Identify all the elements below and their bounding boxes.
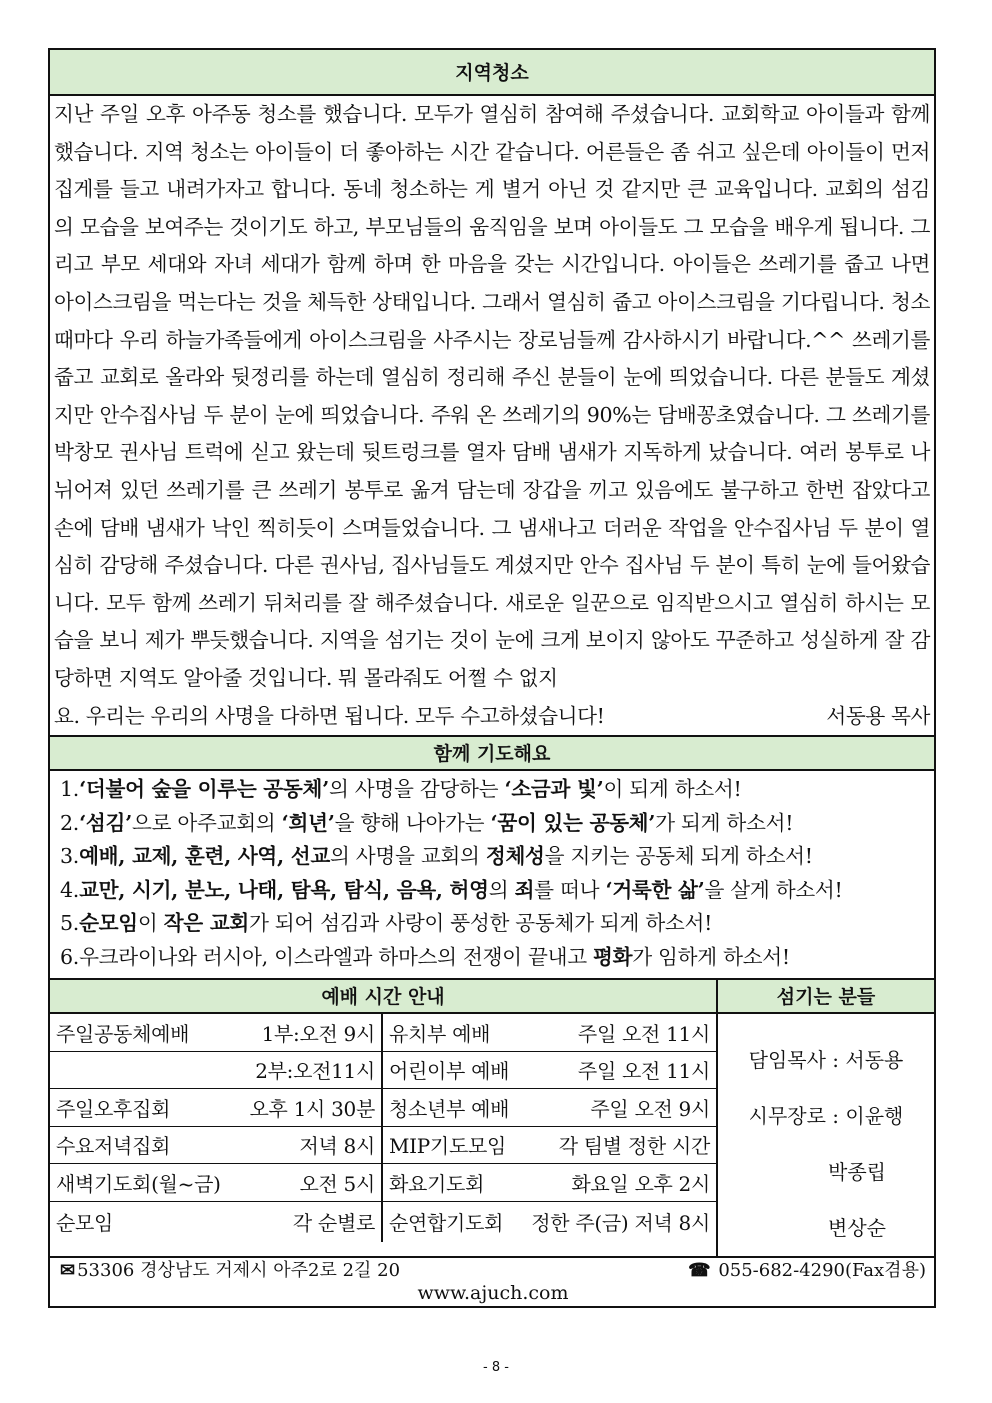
servants-list (718, 1014, 934, 1256)
prayer-text: 2. (60, 810, 80, 835)
worship-name: 청소년부 예배 (389, 1096, 510, 1121)
prayer-text: ‘소금과 빛’ (504, 777, 604, 802)
prayer-text: 의 사명을 교회의 (329, 844, 486, 869)
cleanup-article (50, 96, 934, 735)
address-text: 53306 경상남도 거제시 아주2로 2길 20 (77, 1260, 401, 1282)
worship-time: 각 순별로 (292, 1211, 375, 1236)
phone-icon: ☎ (688, 1260, 711, 1282)
worship-row (383, 1052, 716, 1090)
prayer-text: 가 되어 섬김과 사랑이 풍성한 공동체가 되게 하소서! (248, 911, 713, 936)
prayer-text: 이 되게 하소서! (603, 777, 742, 802)
prayer-text: 평화 (593, 944, 633, 969)
prayer-item (60, 874, 926, 908)
worship-grid (50, 1014, 716, 1242)
servant-line: 박종립 (828, 1160, 886, 1185)
worship-time: 주일 오전 11시 (577, 1059, 710, 1084)
prayer-text: 으로 아주교회의 (132, 810, 282, 835)
prayer-text: 예배, 교제, 훈련, 사역, 선교 (79, 844, 330, 869)
prayer-text: 을 살게 하소서! (704, 877, 843, 902)
mail-icon: ✉ (60, 1260, 76, 1282)
prayer-text: 교만, 시기, 분노, 나태, 탐욕, 탐식, 음욕, 허영 (79, 877, 489, 902)
article-signature: 서동용 목사 (826, 703, 930, 728)
article-body: 지난 주일 오후 아주동 청소를 했습니다. 모두가 열심히 참여해 주셨습니다. 교회학교 아이들과 함께 했습니다. 지역 청소는 아이들이 더 좋아하는 시간 같습니다. 어른들은 좀 쉬고 싶은데 아이들이 먼저 집게를 들고 내려가자고 합니다. 동네 청소하는 게 별거 아닌 것 같지만 큰 교육입니다. 교회의 섬김의 모습을 보여주는 것이기도 하고, 부모님들의 움직임을 보며 아이들도 그 모습을 배우게 됩니다. 그리고 부모 세대와 자녀 세대가 함께 하며 한 마음을 갖는 시간입니다. 아이들은 쓰레기를 줍고 나면 아이스크림을 먹는다는 것을 체득한 상태입니다. 그래서 열심히 줍고 아이스크림을 기다립니다. 청소 때마다 우리 하늘가족들에게 아이스크림을 사주시는 장로님들께 감사하시기 바랍니다.^^ 쓰레기를 줍고 교회로 올라와 뒷정리를 하는데 열심히 정리해 주신 분들이 눈에 띄었습니다. 다른 분들도 계셨지만 안수집사님 두 분이 눈에 띄었습니다. 주워 온 쓰레기의 90%는 담배꽁초였습니다. 그 쓰레기를 박창모 권사님 트럭에 싣고 왔는데 뒷트렁크를 열자 담배 냄새가 지독하게 났습니다. 여러 봉투로 나뉘어져 있던 쓰레기를 큰 쓰레기 봉투로 옮겨 담는데 장갑을 끼고 있음에도 불구하고 한번 잡았다고 손에 담배 냄새가 낙인 찍히듯이 스며들었습니다. 그 냄새나고 더러운 작업을 안수집사님 두 분이 열심히 감당해 주셨습니다. 다른 권사님, 집사님들도 계셨지만 안수 집사님 두 분이 특히 눈에 들어왔습니다. 모두 함께 쓰레기 뒤처리를 잘 해주셨습니다. 새로운 일꾼으로 임직받으시고 열심히 하시는 모습을 보니 제가 뿌듯했습니다. 지역을 섬기는 것이 눈에 크게 보이지 않아도 꾸준하고 성실하게 잘 감당하면 지역도 알아줄 것입니다. 뭐 몰라줘도 어쩔 수 없지 (54, 102, 930, 690)
worship-time: 저녁 8시 (299, 1134, 375, 1159)
contact-line (60, 1260, 926, 1282)
prayer-text: ‘더불어 숲을 이루는 공동체’ (79, 777, 329, 802)
worship-time: 오후 1시 30분 (249, 1096, 375, 1121)
prayer-text: 을 향해 나아가는 (334, 810, 491, 835)
prayer-text: 정체성 (485, 844, 545, 869)
worship-row (50, 1089, 381, 1127)
worship-time: 2부:오전11시 (255, 1059, 375, 1084)
servants-title: 섬기는 분들 (718, 980, 934, 1014)
prayer-text: ‘꿈이 있는 공동체’ (490, 810, 656, 835)
prayer-item (60, 807, 926, 841)
page-frame (48, 48, 936, 1308)
worship-name: 수요저녁집회 (56, 1134, 171, 1159)
worship-row (50, 1164, 381, 1202)
phone-text: 055-682-4290(Fax겸용) (718, 1260, 926, 1282)
prayer-text: 순모임 (79, 911, 138, 936)
worship-column-left (50, 1014, 383, 1242)
prayer-item (60, 907, 926, 941)
prayer-text: 3. (60, 844, 80, 869)
worship-time: 정한 주(금) 저녁 8시 (531, 1211, 710, 1236)
worship-name: 주일공동체예배 (56, 1021, 190, 1046)
worship-name: 순연합기도회 (389, 1211, 504, 1236)
prayer-text: 의 (488, 877, 515, 902)
worship-row (383, 1127, 716, 1165)
worship-name: 어린이부 예배 (389, 1059, 510, 1084)
worship-name: 화요기도회 (389, 1171, 485, 1196)
section-title-cleanup: 지역청소 (50, 50, 934, 96)
worship-name: 주일오후집회 (56, 1096, 171, 1121)
prayer-text: ‘희년’ (281, 810, 335, 835)
prayer-text: 가 되게 하소서! (655, 810, 794, 835)
worship-time: 주일 오전 11시 (577, 1021, 710, 1046)
worship-name: 새벽기도회(월~금) (56, 1171, 221, 1196)
worship-name: 유치부 예배 (389, 1021, 491, 1046)
prayer-text: 우크라이나와 러시아, 이스라엘과 하마스의 전쟁이 끝내고 (79, 944, 594, 969)
prayer-item (60, 773, 926, 807)
article-closing (54, 698, 930, 736)
worship-row (50, 1052, 381, 1090)
worship-column-right (383, 1014, 716, 1242)
article-last-line: 요. 우리는 우리의 사명을 다하면 됩니다. 모두 수고하셨습니다! (54, 703, 605, 728)
worship-schedule (50, 980, 718, 1256)
prayer-text: ‘섬김’ (79, 810, 132, 835)
worship-time: 주일 오전 9시 (590, 1096, 710, 1121)
prayer-text: 죄 (514, 877, 535, 902)
worship-row (50, 1127, 381, 1165)
footer (50, 1256, 934, 1306)
worship-time: 오전 5시 (299, 1171, 375, 1196)
worship-row (50, 1202, 381, 1242)
prayer-text: 1. (60, 777, 80, 802)
phone (688, 1260, 926, 1282)
prayer-text: 를 떠나 (534, 877, 606, 902)
servant-line: 시무장로 : 이윤행 (748, 1104, 904, 1129)
page-number: - 8 - (483, 1360, 509, 1375)
info-area (50, 980, 934, 1256)
worship-name: MIP기도모임 (389, 1134, 507, 1159)
worship-row (383, 1014, 716, 1052)
worship-time: 1부:오전 9시 (261, 1021, 375, 1046)
website-link[interactable]: www.ajuch.com (417, 1282, 569, 1305)
worship-row (50, 1014, 381, 1052)
servant-line: 변상순 (828, 1216, 886, 1241)
worship-title: 예배 시간 안내 (50, 980, 716, 1014)
worship-time: 화요일 오후 2시 (571, 1171, 710, 1196)
prayer-list (50, 771, 934, 980)
worship-row (383, 1202, 716, 1242)
servant-line: 담임목사 : 서동용 (748, 1048, 904, 1073)
prayer-text: 이 (137, 911, 164, 936)
worship-time: 각 팀별 정한 시간 (558, 1134, 710, 1159)
prayer-text: 작은 교회 (163, 911, 249, 936)
servants-panel (718, 980, 934, 1256)
prayer-text: 가 임하게 하소서! (632, 944, 790, 969)
prayer-text: 5. (60, 911, 80, 936)
section-title-prayer: 함께 기도해요 (50, 735, 934, 771)
worship-row (383, 1089, 716, 1127)
prayer-text: 6. (60, 944, 80, 969)
prayer-item (60, 840, 926, 874)
prayer-text: ‘거룩한 삶’ (605, 877, 705, 902)
worship-name: 순모임 (56, 1211, 114, 1236)
prayer-text: 을 지키는 공동체 되게 하소서! (544, 844, 813, 869)
address (60, 1260, 400, 1282)
prayer-text: 의 사명을 감당하는 (328, 777, 505, 802)
prayer-item (60, 941, 926, 975)
prayer-text: 4. (60, 877, 80, 902)
worship-row (383, 1164, 716, 1202)
